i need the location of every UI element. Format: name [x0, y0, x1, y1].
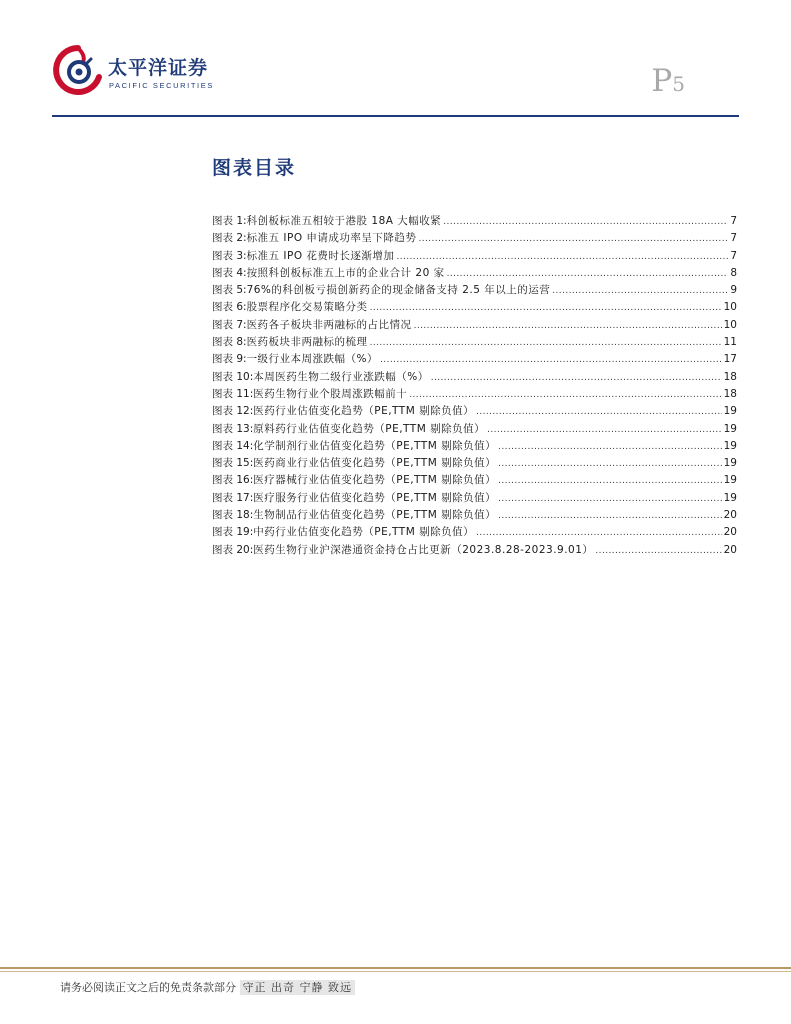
toc-entry[interactable]: [212, 369, 737, 386]
toc-entry-page: 20: [723, 509, 737, 522]
toc-entry[interactable]: [212, 455, 737, 472]
toc-entry-title: 医疗器械行业估值变化趋势（PE,TTM 剔除负值）: [253, 474, 497, 487]
toc-entry-title: 科创板标准五相较于港股 18A 大幅收紧: [246, 215, 442, 227]
toc-entry[interactable]: [212, 317, 737, 334]
toc-entry-label: 图表 13:: [212, 422, 254, 435]
toc-entry-page: 17: [723, 353, 737, 366]
toc-entry-title: 标准五 IPO 花费时长逐渐增加: [246, 249, 395, 262]
toc-entry-page: 19: [723, 439, 737, 452]
toc-dot-leader: [396, 249, 728, 266]
toc-entry-page: 7: [730, 215, 737, 227]
toc-dot-leader: [487, 422, 722, 439]
toc-entry-title: 一级行业本周涨跌幅（%）: [246, 353, 379, 366]
toc-entry-title: 按照科创板标准五上市的企业合计 20 家: [246, 266, 445, 279]
toc-entry-label: 图表 17:: [212, 491, 254, 504]
toc-entry-title: 医药生物行业个股周涨跌幅前十: [253, 387, 408, 400]
toc-entry-label: 图表 8:: [212, 336, 247, 349]
toc-entry-label: 图表 5:: [212, 284, 247, 297]
toc-entry[interactable]: [212, 230, 737, 247]
toc-entry-label: 图表 15:: [212, 457, 254, 470]
toc-entry-page: 7: [730, 232, 737, 245]
toc-entry[interactable]: [212, 282, 737, 299]
toc-dot-leader: [476, 404, 722, 421]
footer-disclaimer: 请务必阅读正文之后的免责条款部分: [60, 981, 236, 994]
footer: [60, 980, 355, 996]
toc-entry-page: 9: [730, 284, 737, 297]
toc-entry[interactable]: [212, 542, 737, 559]
toc-dot-leader: [431, 370, 722, 387]
footer-divider-thin: [0, 971, 791, 972]
toc-entry-label: 图表 20:: [212, 543, 254, 556]
toc-entry-title: 标准五 IPO 申请成功率呈下降趋势: [246, 232, 417, 245]
toc-entry-page: 11: [723, 336, 737, 349]
toc-entry[interactable]: [212, 490, 737, 507]
toc-entry-title: 股票程序化交易策略分类: [246, 301, 368, 314]
toc-entry-label: 图表 19:: [212, 526, 254, 539]
toc-entry-page: 20: [723, 543, 737, 556]
toc-entry[interactable]: [212, 403, 737, 420]
toc-entry-label: 图表 1:: [212, 215, 247, 227]
toc-entry-label: 图表 3:: [212, 249, 247, 262]
toc-entry[interactable]: [212, 438, 737, 455]
toc-entry-page: 18: [723, 370, 737, 383]
footer-divider: [0, 967, 791, 969]
toc-entry-title: 化学制剂行业估值变化趋势（PE,TTM 剔除负值）: [253, 439, 497, 452]
toc-entry-title: 医药板块非两融标的梳理: [246, 336, 368, 349]
brand-name-cn: 太平洋证券: [108, 57, 209, 79]
toc-dot-leader: [498, 456, 722, 473]
toc-entry-page: 19: [723, 422, 737, 435]
toc-entry-label: 图表 9:: [212, 353, 247, 366]
toc-entry-page: 19: [723, 491, 737, 504]
toc-dot-leader: [443, 214, 728, 231]
toc-entry-label: 图表 16:: [212, 474, 254, 487]
toc-entry-page: 10: [723, 318, 737, 331]
toc-entry-title: 原料药行业估值变化趋势（PE,TTM 剔除负值）: [253, 422, 486, 435]
toc-entry-title: 医药商业行业估值变化趋势（PE,TTM 剔除负值）: [253, 457, 497, 470]
toc-entry[interactable]: [212, 265, 737, 282]
toc-entry-label: 图表 14:: [212, 439, 254, 452]
toc-entry-page: 20: [723, 526, 737, 539]
toc-entry[interactable]: [212, 334, 737, 351]
toc-entry[interactable]: [212, 351, 737, 368]
toc-dot-leader: [370, 300, 722, 317]
toc-entry-page: 19: [723, 405, 737, 418]
toc-entry-page: 18: [723, 387, 737, 400]
header-divider: [52, 115, 739, 117]
toc-entry-label: 图表 12:: [212, 405, 254, 418]
toc-dot-leader: [595, 543, 721, 560]
toc-entry-label: 图表 10:: [212, 370, 254, 383]
toc-entry-label: 图表 7:: [212, 318, 247, 331]
toc-entry-label: 图表 6:: [212, 301, 247, 314]
toc-dot-leader: [370, 335, 722, 352]
toc-entry-title: 本周医药生物二级行业涨跌幅（%）: [253, 370, 429, 383]
toc-entry-title: 中药行业估值变化趋势（PE,TTM 剔除负值）: [253, 526, 475, 539]
toc-entry-page: 8: [730, 266, 737, 279]
toc-entry-page: 19: [723, 474, 737, 487]
toc-entry-title: 医药行业估值变化趋势（PE,TTM 剔除负值）: [253, 405, 475, 418]
toc-dot-leader: [498, 473, 722, 490]
toc-dot-leader: [414, 318, 722, 335]
toc-entry-title: 生物制品行业估值变化趋势（PE,TTM 剔除负值）: [253, 509, 497, 522]
toc-entry[interactable]: [212, 421, 737, 438]
page-number: [651, 63, 685, 99]
toc-entry[interactable]: [212, 213, 737, 230]
toc-entry-title: 医疗服务行业估值变化趋势（PE,TTM 剔除负值）: [253, 491, 497, 504]
toc-entry-title: 医药生物行业沪深港通资金持仓占比更新（2023.8.28-2023.9.01）: [253, 543, 594, 556]
toc-entry-label: 图表 2:: [212, 232, 247, 245]
toc-dot-leader: [498, 491, 722, 508]
toc-dot-leader: [409, 387, 721, 404]
toc-entry[interactable]: [212, 299, 737, 316]
section-title: 图表目录: [212, 157, 297, 179]
toc-dot-leader: [498, 439, 722, 456]
toc-entry-label: 图表 18:: [212, 509, 254, 522]
toc-entry-page: 7: [730, 249, 737, 262]
page-number-digit: 5: [672, 72, 685, 96]
toc-entry-page: 10: [723, 301, 737, 314]
pacific-securities-logo-icon: [52, 44, 104, 96]
toc-dot-leader: [476, 525, 722, 542]
toc-entry[interactable]: [212, 386, 737, 403]
toc-entry[interactable]: [212, 507, 737, 524]
figure-table-of-contents: [212, 213, 737, 559]
toc-entry[interactable]: [212, 248, 737, 265]
toc-entry-title: 医药各子板块非两融标的占比情况: [246, 318, 412, 331]
toc-entry-label: 图表 4:: [212, 266, 247, 279]
toc-entry-page: 19: [723, 457, 737, 470]
toc-dot-leader: [552, 283, 728, 300]
toc-dot-leader: [380, 352, 722, 369]
brand-name-en: PACIFIC SECURITIES: [109, 81, 214, 90]
toc-entry[interactable]: [212, 524, 737, 541]
page-number-letter: P: [651, 63, 673, 99]
toc-entry-label: 图表 11:: [212, 387, 254, 400]
footer-motto: 守正 出奇 宁静 致远: [240, 980, 356, 995]
toc-dot-leader: [498, 508, 722, 525]
toc-dot-leader: [418, 231, 728, 248]
toc-entry-title: 76%的科创板亏损创新药企的现金储备支持 2.5 年以上的运营: [246, 284, 551, 297]
toc-dot-leader: [447, 266, 729, 283]
toc-entry[interactable]: [212, 472, 737, 489]
